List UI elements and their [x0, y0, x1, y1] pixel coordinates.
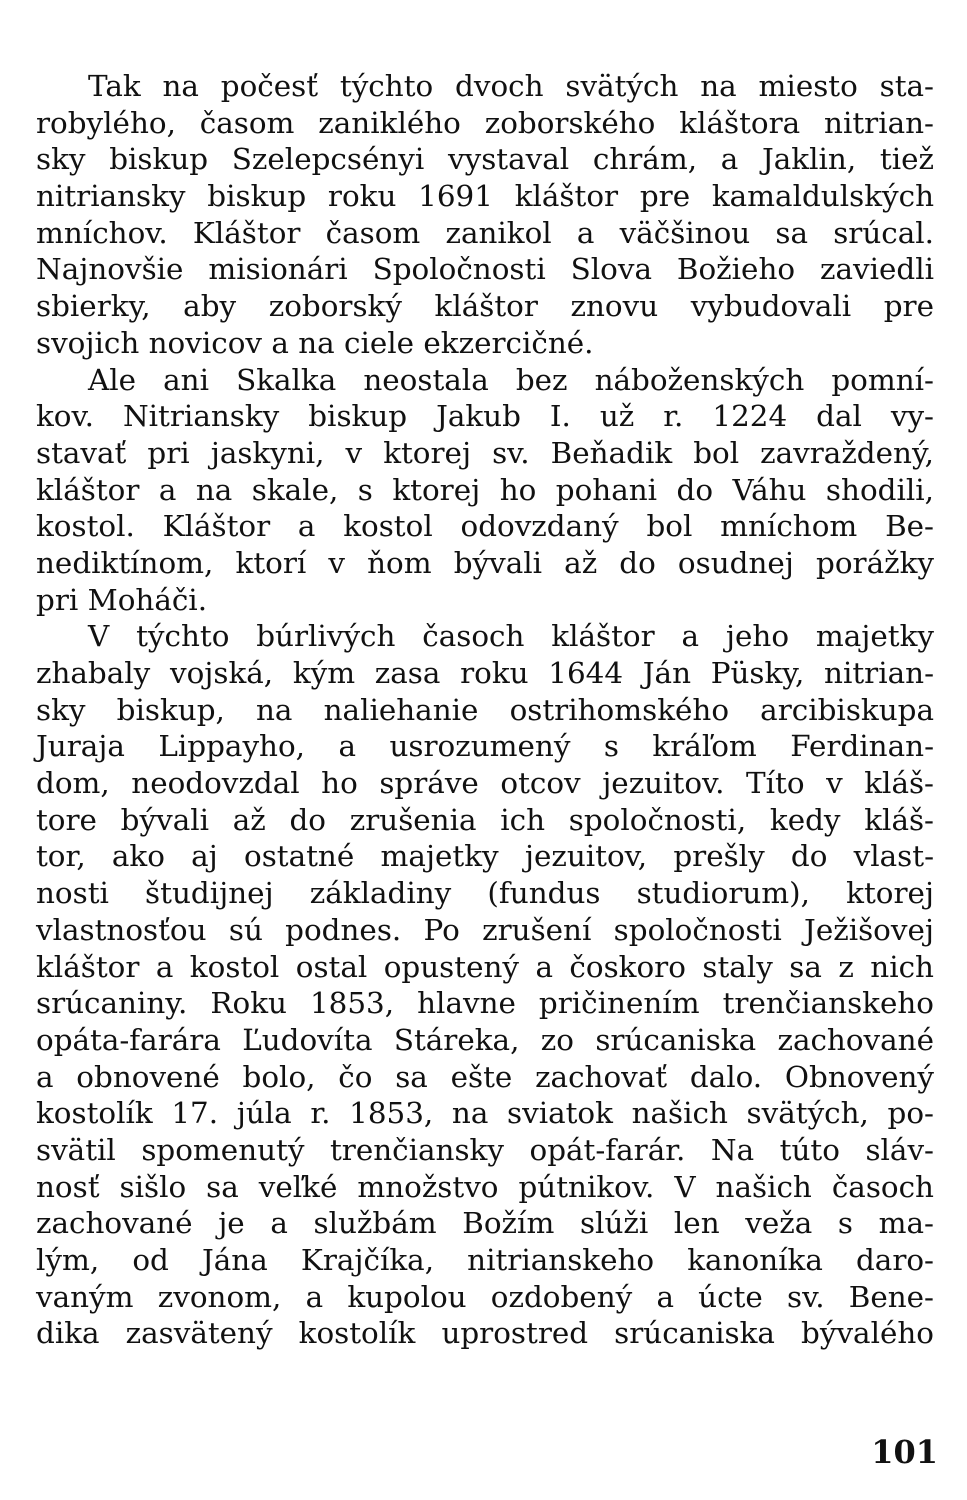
text-line: a obnovené bolo, čo sa ešte zachovať dalo. Obnovený	[36, 1059, 934, 1094]
text-line: kláštor a kostol ostal opustený a čoskoro staly sa z nich	[36, 949, 934, 984]
text-line: nosti študijnej základiny (fundus studiorum), ktorej	[36, 876, 934, 911]
text-line: svätil spomenutý trenčiansky opát-farár. Na túto sláv-	[36, 1132, 934, 1167]
text-line: dom, neodovzdal ho správe otcov jezuitov. Títo v kláš-	[36, 766, 934, 801]
text-line: Ale ani Skalka neostala bez náboženských pomní-	[88, 362, 934, 397]
paragraph-2	[36, 362, 934, 619]
text-line: Juraja Lippayho, a usrozumený s kráľom Ferdinan-	[36, 729, 934, 764]
text-line: pri Moháči.	[36, 582, 208, 617]
text-line: vlastnosťou sú podnes. Po zrušení spoločnosti Ježišovej	[36, 912, 934, 947]
text-line: vaným zvonom, a kupolou ozdobený a úcte sv. Bene-	[36, 1279, 934, 1314]
text-line: robylého, časom zaniklého zoborského kláštora nitrian-	[36, 105, 934, 140]
text-line: dika zasvätený kostolík uprostred srúcaniska bývalého	[36, 1316, 934, 1351]
text-line: svojich novicov a na ciele ekzercičné.	[36, 325, 594, 360]
text-line: sbierky, aby zoborský kláštor znovu vybudovali pre	[36, 289, 934, 324]
text-line: opáta-farára Ľudovíta Stáreka, zo srúcaniska zachované	[36, 1022, 934, 1057]
text-line: kláštor a na skale, s ktorej ho pohani do Váhu shodili,	[36, 472, 934, 507]
text-line: kov. Nitriansky biskup Jakub I. už r. 1224 dal vy-	[36, 399, 934, 434]
text-line: mníchov. Kláštor časom zanikol a väčšinou sa srúcal.	[36, 215, 934, 250]
text-line: tor, ako aj ostatné majetky jezuitov, prešly do vlast-	[36, 839, 934, 874]
page-body	[36, 68, 934, 1352]
text-line: nediktínom, ktorí v ňom bývali až do osudnej porážky	[36, 545, 934, 580]
text-line: lým, od Jána Krajčíka, nitrianskeho kanoníka daro-	[36, 1243, 934, 1277]
text-line: V týchto búrlivých časoch kláštor a jeho majetky	[88, 619, 934, 654]
paragraph-1	[36, 68, 934, 362]
text-line: zachované je a službám Božím slúži len veža s ma-	[36, 1206, 934, 1241]
text-line: Tak na počesť týchto dvoch svätých na miesto sta-	[88, 69, 934, 103]
text-line: kostol. Kláštor a kostol odovzdaný bol mníchom Be-	[36, 509, 934, 544]
text-line: nosť sišlo sa veľké množstvo pútnikov. V našich časoch	[36, 1169, 934, 1204]
text-line: tore bývali až do zrušenia ich spoločnosti, kedy kláš-	[36, 802, 934, 837]
text-line: zhabaly vojská, kým zasa roku 1644 Ján Püsky, nitrian-	[36, 656, 934, 690]
text-line: sky biskup Szelepcsényi vystaval chrám, a Jaklin, tiež	[36, 142, 934, 177]
text-line: sky biskup, na naliehanie ostrihomského arcibiskupa	[36, 692, 934, 727]
text-line: nitriansky biskup roku 1691 kláštor pre kamaldulských	[36, 179, 934, 214]
page-number: 101	[871, 1433, 938, 1471]
text-line: kostolík 17. júla r. 1853, na sviatok našich svätých, po-	[36, 1096, 934, 1131]
paragraph-3	[36, 618, 934, 1352]
text-line: Najnovšie misionári Spoločnosti Slova Božieho zaviedli	[36, 252, 934, 287]
text-line: stavať pri jaskyni, v ktorej sv. Beňadik bol zavraždený,	[36, 435, 934, 470]
text-line: srúcaniny. Roku 1853, hlavne pričinením trenčianskeho	[36, 986, 934, 1021]
